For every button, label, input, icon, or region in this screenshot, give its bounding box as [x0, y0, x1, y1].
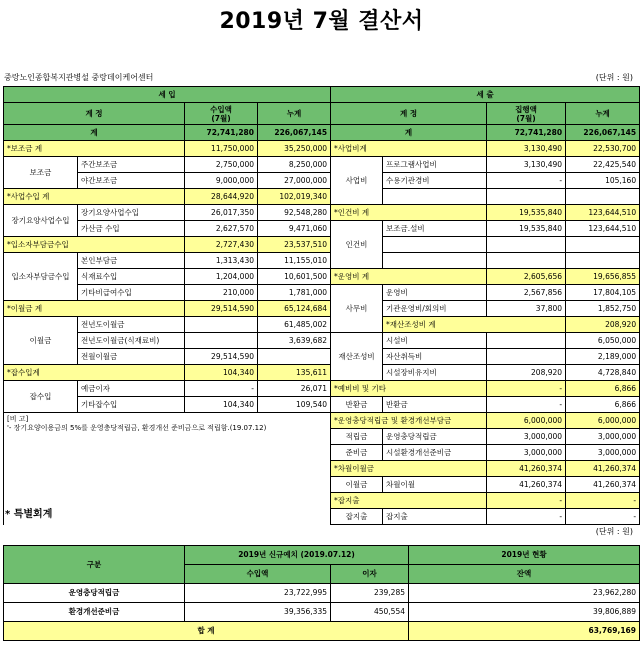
special-total-label: 합 계: [4, 622, 409, 641]
expense-item-amount: [487, 349, 566, 365]
income-item-amount: 26,017,350: [185, 205, 258, 221]
expense-misc-subtotal: *잡지출: [331, 493, 487, 509]
expense-group-label: 인건비: [331, 221, 383, 269]
income-item-label: 예금이자: [78, 381, 185, 397]
expense-amount-header: 집행액 (7월): [487, 103, 566, 125]
income-item-label: 기타잡수입: [78, 397, 185, 413]
income-subsidy-cumulative: 35,250,000: [258, 141, 331, 157]
expense-item-cumulative: [566, 253, 640, 269]
special-account-table: [3, 545, 640, 641]
income-item-amount: 2,750,000: [185, 157, 258, 173]
note-title: [비 고]: [7, 415, 29, 423]
note-box: [4, 413, 331, 525]
note-text: '- 장기요양이용금의 5%를 운영충당적립금, 환경개선 준비금으로 적립함.(19.07.12): [7, 424, 267, 433]
income-group-label: 잡수입: [4, 381, 78, 413]
income-item-cumulative: 27,000,000: [258, 173, 331, 189]
expense-item-cumulative: 17,804,105: [566, 285, 640, 301]
special-interest-header: 이자: [331, 565, 409, 584]
income-item-cumulative: 61,485,002: [258, 317, 331, 333]
expense-operation-subtotal: *운영비 계: [331, 269, 487, 285]
expense-fund-cumulative: 6,000,000: [566, 413, 640, 429]
income-total-cumulative: 226,067,145: [258, 125, 331, 141]
income-item-amount: -: [185, 381, 258, 397]
expense-misc-amount: -: [487, 493, 566, 509]
income-item-label: 전년도이월금(식재료비): [78, 333, 185, 349]
special-row-balance: 39,806,889: [409, 603, 640, 622]
income-item-label: 장기요양사업수입: [78, 205, 185, 221]
income-misc-cumulative: 135,611: [258, 365, 331, 381]
income-group-label: 장기요양사업수입: [4, 205, 78, 237]
income-total-label: 계: [4, 125, 185, 141]
income-item-amount: [185, 333, 258, 349]
income-item-label: 주간보조금: [78, 157, 185, 173]
income-item-label: 기타비급여수입: [78, 285, 185, 301]
expense-item-cumulative: -: [566, 509, 640, 525]
expense-fund-subtotal: *운영충당적립금 및 환경개선부담금: [331, 413, 487, 429]
special-row-balance: 23,962,280: [409, 584, 640, 603]
income-business-subtotal: *사업수입 계: [4, 189, 185, 205]
expense-item-label: [383, 189, 487, 205]
expense-business-subtotal: *사업비계: [331, 141, 487, 157]
income-item-cumulative: 8,250,000: [258, 157, 331, 173]
expense-reserve-subtotal: *예비비 및 기타: [331, 381, 487, 397]
income-item-label: 전월이월금: [78, 349, 185, 365]
income-total-amount: 72,741,280: [185, 125, 258, 141]
income-item-amount: 9,000,000: [185, 173, 258, 189]
expense-item-amount: [487, 189, 566, 205]
income-item-cumulative: 1,781,000: [258, 285, 331, 301]
income-item-cumulative: [258, 349, 331, 365]
expense-item-label: 운영비: [383, 285, 487, 301]
income-item-label: 식재료수입: [78, 269, 185, 285]
expense-item-cumulative: 22,425,540: [566, 157, 640, 173]
expense-item-label: 수용기관경비: [383, 173, 487, 189]
expense-total-amount: 72,741,280: [487, 125, 566, 141]
income-item-amount: 210,000: [185, 285, 258, 301]
expense-item-cumulative: 123,644,510: [566, 221, 640, 237]
expense-account-header: 계 정: [331, 103, 487, 125]
expense-item-cumulative: 6,866: [566, 397, 640, 413]
income-item-amount: 29,514,590: [185, 349, 258, 365]
special-status-header: 2019년 현황: [409, 546, 640, 565]
expense-item-amount: 3,000,000: [487, 429, 566, 445]
unit-label: (단위 : 원): [595, 73, 633, 82]
special-row-interest: 450,554: [331, 603, 409, 622]
expense-fund-amount: 6,000,000: [487, 413, 566, 429]
expense-group-label: 적립금: [331, 429, 383, 445]
special-kind-header: 구분: [4, 546, 185, 584]
income-copay-amount: 2,727,430: [185, 237, 258, 253]
expense-item-amount: 3,130,490: [487, 157, 566, 173]
income-item-cumulative: 26,071: [258, 381, 331, 397]
expense-item-amount: 3,000,000: [487, 445, 566, 461]
expense-item-cumulative: 2,189,000: [566, 349, 640, 365]
income-item-cumulative: 109,540: [258, 397, 331, 413]
expense-personnel-cumulative: 123,644,510: [566, 205, 640, 221]
income-item-cumulative: 10,601,500: [258, 269, 331, 285]
expense-reserve-cumulative: 6,866: [566, 381, 640, 397]
expense-group-label: 사무비: [331, 285, 383, 333]
income-item-cumulative: 3,639,682: [258, 333, 331, 349]
expense-item-label: [383, 253, 487, 269]
expense-item-amount: -: [487, 173, 566, 189]
income-account-header: 계 정: [4, 103, 185, 125]
expense-item-cumulative: 3,000,000: [566, 429, 640, 445]
expense-group-label: 사업비: [331, 157, 383, 205]
expense-item-cumulative: [566, 237, 640, 253]
expense-cumulative-header: 누계: [566, 103, 640, 125]
income-carry-cumulative: 65,124,684: [258, 301, 331, 317]
income-item-amount: [185, 317, 258, 333]
special-row-income: 39,356,335: [185, 603, 331, 622]
expense-item-amount: 208,920: [487, 365, 566, 381]
income-subsidy-subtotal: *보조금 계: [4, 141, 185, 157]
expense-misc-cumulative: -: [566, 493, 640, 509]
special-row-interest: 239,285: [331, 584, 409, 603]
income-item-cumulative: 92,548,280: [258, 205, 331, 221]
income-item-label: 가산금 수입: [78, 221, 185, 237]
expense-operation-cumulative: 19,656,855: [566, 269, 640, 285]
expense-group-label: 반환금: [331, 397, 383, 413]
expense-item-cumulative: 4,728,840: [566, 365, 640, 381]
income-carry-amount: 29,514,590: [185, 301, 258, 317]
expense-item-amount: -: [487, 397, 566, 413]
income-item-amount: 2,627,570: [185, 221, 258, 237]
expense-group-label: 재산조성비: [331, 333, 383, 381]
expense-facility-subtotal: *재산조성비 계: [383, 317, 566, 333]
income-copay-subtotal: *입소자부담금수입: [4, 237, 185, 253]
expense-facility-amount: 208,920: [566, 317, 640, 333]
expense-header: 세 출: [331, 87, 640, 103]
expense-personnel-subtotal: *인건비 계: [331, 205, 487, 221]
expense-group-label: 이월금: [331, 477, 383, 493]
income-item-amount: 1,204,000: [185, 269, 258, 285]
expense-reserve-amount: -: [487, 381, 566, 397]
income-business-cumulative: 102,019,340: [258, 189, 331, 205]
expense-item-label: 운영충당적립금: [383, 429, 487, 445]
income-item-label: 야간보조금: [78, 173, 185, 189]
expense-item-label: 시설비: [383, 333, 487, 349]
income-cumulative-header: 누계: [258, 103, 331, 125]
income-subsidy-amount: 11,750,000: [185, 141, 258, 157]
income-carry-subtotal: *이월금 계: [4, 301, 185, 317]
special-row-label: 환경개선준비금: [4, 603, 185, 622]
expense-item-label: 기관운영비/회의비: [383, 301, 487, 317]
expense-operation-amount: 2,605,656: [487, 269, 566, 285]
expense-item-cumulative: 41,260,374: [566, 477, 640, 493]
expense-total-label: 계: [331, 125, 487, 141]
expense-group-label: 잡지출: [331, 509, 383, 525]
expense-item-cumulative: [566, 189, 640, 205]
expense-item-amount: 37,800: [487, 301, 566, 317]
organization-name: 중랑노인종합복지관병설 중랑데이케어센터: [4, 73, 154, 82]
expense-item-cumulative: 1,852,750: [566, 301, 640, 317]
expense-total-cumulative: 226,067,145: [566, 125, 640, 141]
income-copay-cumulative: 23,537,510: [258, 237, 331, 253]
expense-item-label: 보조금.설비: [383, 221, 487, 237]
expense-item-amount: [487, 237, 566, 253]
expense-item-label: 차월이월: [383, 477, 487, 493]
expense-carry-subtotal: *차월이월금: [331, 461, 487, 477]
income-item-label: 전년도이월금: [78, 317, 185, 333]
expense-item-label: 프로그램사업비: [383, 157, 487, 173]
expense-item-amount: 41,260,374: [487, 477, 566, 493]
income-item-label: 본인부담금: [78, 253, 185, 269]
expense-carry-cumulative: 41,260,374: [566, 461, 640, 477]
income-amount-header: 수입액 (7월): [185, 103, 258, 125]
expense-item-label: 반환금: [383, 397, 487, 413]
special-deposit-header: 2019년 신규예치 (2019.07.12): [185, 546, 409, 565]
income-business-amount: 28,644,920: [185, 189, 258, 205]
expense-business-amount: 3,130,490: [487, 141, 566, 157]
special-total-value: 63,769,169: [409, 622, 640, 641]
special-account-title: * 특별회계: [5, 509, 53, 520]
expense-item-amount: [487, 333, 566, 349]
special-income-header: 수입액: [185, 565, 331, 584]
expense-item-cumulative: 3,000,000: [566, 445, 640, 461]
special-unit-label: (단위 : 원): [595, 527, 633, 536]
income-item-cumulative: 9,471,060: [258, 221, 331, 237]
income-header: 세 입: [4, 87, 331, 103]
income-misc-subtotal: *잡수입계: [4, 365, 185, 381]
income-group-label: 이월금: [4, 317, 78, 365]
expense-item-label: 시설장비유지비: [383, 365, 487, 381]
special-row-label: 운영충당적립금: [4, 584, 185, 603]
expense-item-amount: 2,567,856: [487, 285, 566, 301]
expense-item-cumulative: 6,050,000: [566, 333, 640, 349]
income-group-label: 보조금: [4, 157, 78, 189]
income-misc-amount: 104,340: [185, 365, 258, 381]
expense-item-amount: 19,535,840: [487, 221, 566, 237]
special-row-income: 23,722,995: [185, 584, 331, 603]
special-balance-header: 잔액: [409, 565, 640, 584]
expense-item-label: [383, 237, 487, 253]
expense-carry-amount: 41,260,374: [487, 461, 566, 477]
income-group-label: 입소자부담금수입: [4, 253, 78, 301]
expense-item-label: 잡지출: [383, 509, 487, 525]
expense-item-amount: [487, 253, 566, 269]
income-item-amount: 1,313,430: [185, 253, 258, 269]
expense-item-amount: -: [487, 509, 566, 525]
expense-item-cumulative: 105,160: [566, 173, 640, 189]
expense-item-label: 자산취득비: [383, 349, 487, 365]
expense-item-label: 시설환경개선준비금: [383, 445, 487, 461]
income-item-cumulative: 11,155,010: [258, 253, 331, 269]
expense-group-label: 준비금: [331, 445, 383, 461]
settlement-table: [3, 86, 640, 525]
expense-business-cumulative: 22,530,700: [566, 141, 640, 157]
document-title: 2019년 7월 결산서: [219, 9, 424, 34]
income-item-amount: 104,340: [185, 397, 258, 413]
expense-personnel-amount: 19,535,840: [487, 205, 566, 221]
